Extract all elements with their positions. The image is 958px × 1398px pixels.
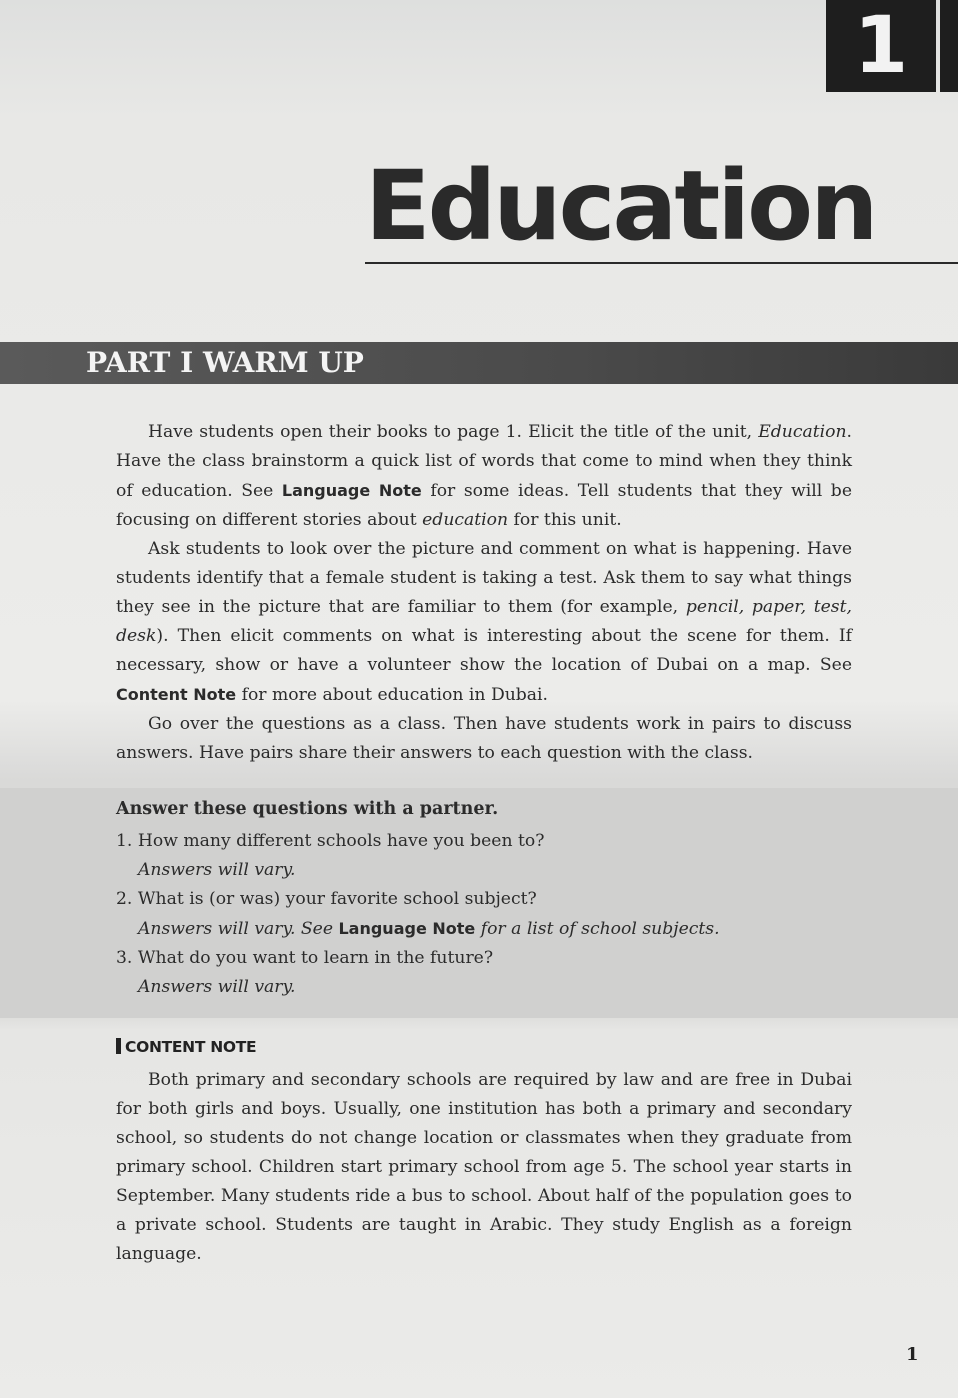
question-text: 3. What do you want to learn in the future? (116, 948, 494, 968)
question-text: 2. What is (or was) your favorite school subject? (116, 889, 537, 909)
section-marker (116, 1038, 121, 1054)
label-text: CONTENT NOTE (125, 1038, 257, 1056)
text-run: Answers will vary. See (138, 919, 339, 939)
text-run: Have students open their books to page 1. Elicit the title of the unit, (148, 422, 759, 442)
language-note-ref: Language Note (281, 481, 422, 500)
list-item (116, 885, 856, 944)
answer-text: Answers will vary. (138, 860, 296, 880)
content-note-paragraph: Both primary and secondary schools are required by law and are free in Dubai for both girls and boys. Usually, one institution has both a primary and secondary school, so students do not change location or classmates when they graduate from primary school. Children start primary school from age 5. The school year starts in September. Many students ride a bus to school. About half of the population goes to a private school. Students are taught in Arabic. They study English as a foreign language. (116, 1070, 852, 1264)
title-rule (365, 262, 958, 264)
intro-text (116, 418, 852, 768)
unit-tab-edge (940, 0, 958, 92)
text-run: Ask students to look over the picture and comment on what is happening. Have students identify that a female student is taking a test. Ask them to say what things they see in the picture that are familiar to them (for example, (116, 539, 852, 617)
questions-heading: Answer these questions with a partner. (116, 799, 499, 819)
intro-paragraph-3: Go over the questions as a class. Then have students work in pairs to discuss answers. Have pairs share their answers to each question with the class. (116, 714, 852, 763)
language-note-ref: Language Note (338, 919, 476, 938)
text-run: for some ideas. Tell students that they will be focusing on different stories about (116, 481, 852, 530)
text-run: for more about education in Dubai. (236, 685, 549, 705)
list-item (116, 944, 856, 1002)
answer-text (116, 914, 856, 944)
emphasis: education (422, 510, 509, 530)
text-run: . Have the class brainstorm a quick list of words that come to mind when they think of education. See (116, 422, 852, 501)
content-note-ref: Content Note (116, 685, 237, 704)
text-run: for this unit. (508, 510, 622, 530)
answer-text: Answers will vary. (138, 977, 296, 997)
page-number: 1 (906, 1344, 919, 1365)
content-note-label (116, 1034, 256, 1060)
part-title: PART I WARM UP (86, 346, 364, 379)
unit-title: Education (365, 150, 876, 262)
question-text: 1. How many different schools have you been to? (116, 831, 545, 851)
text-run: for a list of school subjects. (475, 919, 720, 939)
content-note-text (116, 1066, 852, 1269)
emphasis: Education (758, 422, 847, 442)
text-run: ). Then elicit comments on what is interesting about the scene for them. If necessary, show or have a volunteer show the location of Dubai on a map. See (116, 626, 852, 675)
intro-paragraph-1 (116, 418, 852, 535)
question-list (116, 827, 856, 1002)
intro-paragraph-2 (116, 535, 852, 710)
emphasis: pencil, paper, test, desk (116, 597, 852, 646)
list-item (116, 827, 856, 885)
unit-number-tab: 1 (826, 0, 936, 92)
